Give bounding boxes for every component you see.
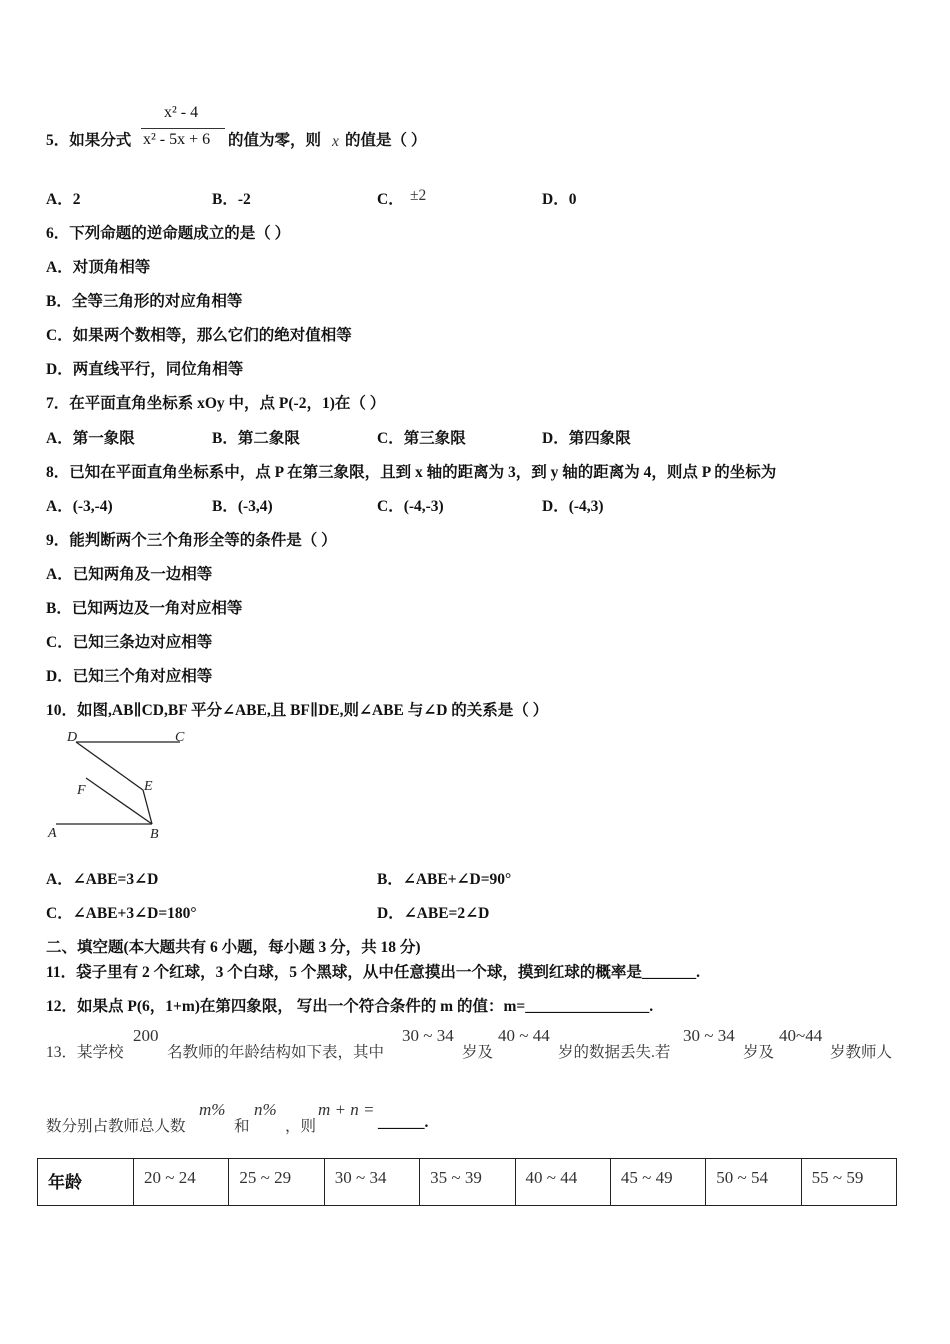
label-b: B bbox=[150, 827, 159, 842]
q5-option-b: B．-2 bbox=[212, 191, 251, 208]
q13-number: 13．某学校 bbox=[46, 1044, 124, 1061]
q5-option-d: D．0 bbox=[542, 191, 577, 208]
table-row bbox=[38, 1159, 897, 1206]
q9-stem: 9．能判断两个三个角形全等的条件是（ ） bbox=[46, 532, 337, 549]
label-d: D bbox=[67, 730, 78, 745]
q5-denominator: x² - 5x + 6 bbox=[143, 131, 211, 148]
table-cell: 55 ~ 59 bbox=[801, 1159, 896, 1206]
q10-stem: 10．如图,AB∥CD,BF 平分∠ABE,且 BF∥DE,则∠ABE 与∠D 的关系是（ ） bbox=[46, 702, 549, 719]
q13-range-1: 30 ~ 34 bbox=[402, 1026, 454, 1045]
table-cell: 50 ~ 54 bbox=[706, 1159, 801, 1206]
q13-text-3: 岁的数据丢失.若 bbox=[558, 1044, 671, 1061]
q5-variable: x bbox=[332, 133, 339, 150]
q5-numerator: x² - 4 bbox=[164, 104, 199, 121]
q13-m-percent: m% bbox=[199, 1100, 226, 1119]
table-header-age: 年龄 bbox=[38, 1159, 134, 1206]
q8-option-a: A．(-3,-4) bbox=[46, 498, 113, 515]
q9-option-d: D．已知三个角对应相等 bbox=[46, 668, 213, 685]
q13-teacher-count: 200 bbox=[133, 1026, 159, 1045]
q13-text-2: 岁及 bbox=[462, 1044, 494, 1061]
q6-option-a: A．对顶角相等 bbox=[46, 259, 151, 276]
q11-stem: 11．袋子里有 2 个红球，3 个白球，5 个黑球，从中任意摸出一个球，摸到红球的概率是_______. bbox=[46, 964, 701, 981]
q13-expression: m + n = bbox=[318, 1100, 375, 1119]
q7-option-b: B．第二象限 bbox=[212, 430, 300, 447]
q5-fraction-bar bbox=[141, 128, 225, 129]
label-e: E bbox=[144, 779, 153, 794]
q7-stem: 7．在平面直角坐标系 xOy 中，点 P(-2，1)在（ ） bbox=[46, 395, 386, 412]
q7-option-a: A．第一象限 bbox=[46, 430, 135, 447]
q13-and: 和 bbox=[234, 1118, 250, 1135]
q5-option-c-value: ±2 bbox=[410, 187, 427, 204]
label-a: A bbox=[48, 826, 57, 841]
line-de bbox=[76, 742, 143, 790]
q10-option-c: C．∠ABE+3∠D=180° bbox=[46, 905, 197, 922]
q8-option-d: D．(-4,3) bbox=[542, 498, 604, 515]
line-fb bbox=[86, 778, 152, 824]
label-f: F bbox=[77, 783, 86, 798]
q8-option-c: C．(-4,-3) bbox=[377, 498, 444, 515]
q10-figure bbox=[40, 722, 200, 847]
table-cell: 20 ~ 24 bbox=[134, 1159, 229, 1206]
q13-range-2: 40 ~ 44 bbox=[498, 1026, 550, 1045]
q9-option-a: A．已知两角及一边相等 bbox=[46, 566, 213, 583]
q10-option-a: A．∠ABE=3∠D bbox=[46, 871, 159, 888]
table-cell: 25 ~ 29 bbox=[229, 1159, 324, 1206]
q9-option-b: B．已知两边及一角对应相等 bbox=[46, 600, 243, 617]
table-cell: 30 ~ 34 bbox=[324, 1159, 419, 1206]
table-cell: 40 ~ 44 bbox=[515, 1159, 610, 1206]
q5-option-a: A．2 bbox=[46, 191, 81, 208]
q5-prefix: 5．如果分式 bbox=[46, 132, 132, 149]
q13-range-4: 40~44 bbox=[779, 1026, 823, 1045]
table-cell: 45 ~ 49 bbox=[610, 1159, 705, 1206]
q5-middle: 的值为零，则 bbox=[228, 132, 322, 149]
label-c: C bbox=[175, 730, 185, 745]
q6-option-d: D．两直线平行，同位角相等 bbox=[46, 361, 244, 378]
q8-stem: 8．已知在平面直角坐标系中，点 P 在第三象限，且到 x 轴的距离为 3，到 y 轴的距离为 4，则点 P 的坐标为 bbox=[46, 464, 777, 481]
table-cell: 35 ~ 39 bbox=[420, 1159, 515, 1206]
q13-text-4: 岁及 bbox=[743, 1044, 775, 1061]
q5-suffix: 的值是（ ） bbox=[345, 132, 427, 149]
q8-option-b: B．(-3,4) bbox=[212, 498, 273, 515]
q13-line2-text: 数分别占教师总人数 bbox=[46, 1118, 186, 1135]
q10-option-b: B．∠ABE+∠D=90° bbox=[377, 871, 512, 888]
q6-option-b: B．全等三角形的对应角相等 bbox=[46, 293, 243, 310]
q7-option-d: D．第四象限 bbox=[542, 430, 631, 447]
q5-option-c: C． bbox=[377, 191, 404, 208]
q13-then: ，则 bbox=[285, 1118, 317, 1135]
section-2-title: 二、填空题(本大题共有 6 小题，每小题 3 分，共 18 分) bbox=[46, 939, 421, 956]
q13-n-percent: n% bbox=[254, 1100, 277, 1119]
q13-text-1: 名教师的年龄结构如下表，其中 bbox=[167, 1044, 385, 1061]
q13-range-3: 30 ~ 34 bbox=[683, 1026, 735, 1045]
q7-option-c: C．第三象限 bbox=[377, 430, 466, 447]
q9-option-c: C．已知三条边对应相等 bbox=[46, 634, 213, 651]
q13-answer-blank[interactable]: ______. bbox=[378, 1114, 429, 1131]
q6-option-c: C．如果两个数相等，那么它们的绝对值相等 bbox=[46, 327, 352, 344]
q6-stem: 6．下列命题的逆命题成立的是（ ） bbox=[46, 225, 291, 242]
q12-stem: 12．如果点 P(6，1+m)在第四象限， 写出一个符合条件的 m 的值：m=________________. bbox=[46, 998, 654, 1015]
age-table bbox=[37, 1158, 897, 1206]
q13-text-5: 岁教师人 bbox=[830, 1044, 893, 1061]
q10-option-d: D．∠ABE=2∠D bbox=[377, 905, 490, 922]
